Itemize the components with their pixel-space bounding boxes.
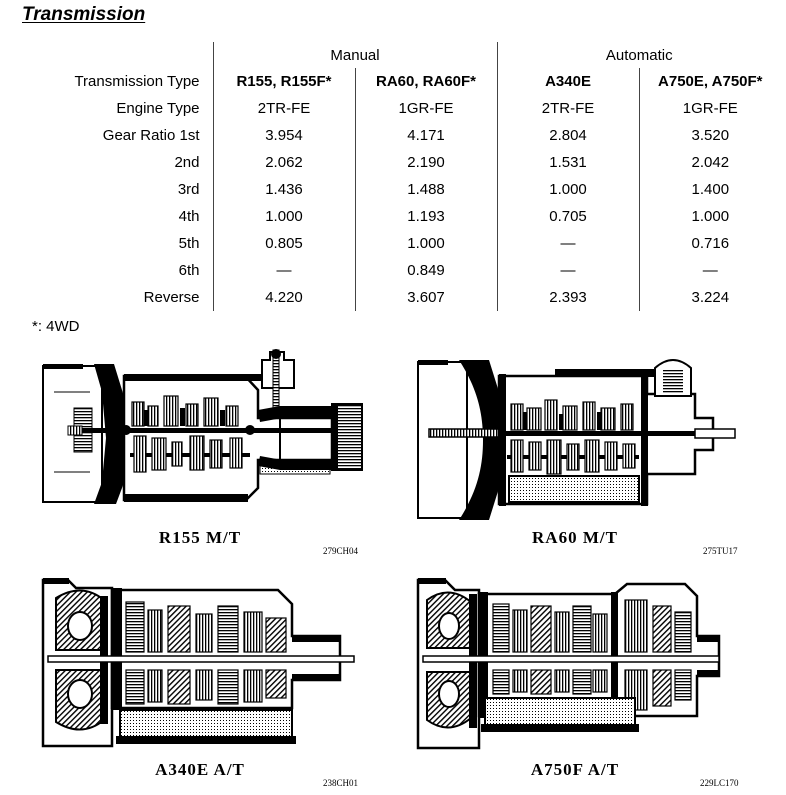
table-row: [0, 176, 781, 203]
figure-code: 275TU17: [703, 546, 738, 556]
group-manual: Manual: [213, 42, 497, 68]
row-label: 3rd: [177, 181, 200, 198]
value-cell: 3.607: [355, 284, 497, 311]
column-header: A750E, A750F*: [639, 68, 781, 95]
header-row: [0, 68, 781, 95]
figure-caption: RA60 M/T: [532, 528, 618, 547]
shift-tower: [655, 360, 691, 396]
value-cell: 2.393: [497, 284, 639, 311]
value-cell: 2.190: [355, 149, 497, 176]
value-cell: 2.804: [497, 122, 639, 149]
table-row: [0, 230, 781, 257]
oil-pan: [509, 476, 639, 502]
table-row: [0, 203, 781, 230]
page-title: Transmission: [22, 4, 146, 25]
table-row: [0, 149, 781, 176]
figure-caption: A340E A/T: [155, 760, 245, 779]
value-cell: —: [213, 257, 355, 284]
bell-housing: [43, 364, 128, 504]
value-cell: —: [497, 230, 639, 257]
value-cell: 2.042: [639, 149, 781, 176]
row-label: 2nd: [174, 154, 200, 171]
value-cell: 1.400: [639, 176, 781, 203]
input-shaft: [429, 429, 507, 437]
row-label: Reverse: [143, 289, 200, 306]
figure-caption: A750F A/T: [530, 760, 620, 779]
value-cell: 0.705: [497, 203, 639, 230]
spec-table: [0, 42, 781, 311]
value-cell: 0.849: [355, 257, 497, 284]
value-cell: 1.000: [497, 176, 639, 203]
main-shaft: [503, 431, 715, 436]
figure-caption: R155 M/T: [158, 528, 242, 547]
row-label: Transmission Type: [74, 73, 200, 90]
value-cell: 1.488: [355, 176, 497, 203]
value-cell: 3.224: [639, 284, 781, 311]
group-automatic: Automatic: [497, 42, 781, 68]
bell-housing: [418, 360, 499, 520]
corner-cell: [0, 42, 213, 68]
value-cell: 1.000: [213, 203, 355, 230]
value-cell: 1GR-FE: [639, 95, 781, 122]
group-header-row: [0, 42, 781, 68]
value-cell: 3.520: [639, 122, 781, 149]
output-shaft: [48, 656, 354, 662]
valve-body: [116, 710, 296, 744]
r155-diagram: [40, 348, 370, 528]
value-cell: 2TR-FE: [497, 95, 639, 122]
row-label: Gear Ratio 1st: [102, 127, 200, 144]
value-cell: 0.805: [213, 230, 355, 257]
value-cell: 4.171: [355, 122, 497, 149]
table-row: [0, 95, 781, 122]
value-cell: 1.000: [639, 203, 781, 230]
output-flange: [332, 404, 362, 470]
output-shaft: [695, 429, 735, 438]
value-cell: 1.436: [213, 176, 355, 203]
column-header: R155, R155F*: [213, 68, 355, 95]
table-row: [0, 284, 781, 311]
value-cell: 1GR-FE: [355, 95, 497, 122]
value-cell: 0.716: [639, 230, 781, 257]
output-shaft: [423, 656, 719, 662]
ra60-diagram: [415, 352, 740, 528]
row-label: Engine Type: [116, 100, 200, 117]
figure-code: 229LC170: [700, 778, 739, 788]
row-label: 6th: [178, 262, 200, 279]
value-cell: —: [497, 257, 639, 284]
table-row: [0, 122, 781, 149]
figure-code: 238CH01: [323, 778, 359, 788]
value-cell: —: [639, 257, 781, 284]
figure-code: 279CH04: [323, 546, 359, 556]
value-cell: 1.000: [355, 230, 497, 257]
column-header: A340E: [497, 68, 639, 95]
value-cell: 2.062: [213, 149, 355, 176]
row-label: 4th: [178, 208, 200, 225]
table-row: [0, 257, 781, 284]
row-label: 5th: [178, 235, 200, 252]
value-cell: 1.531: [497, 149, 639, 176]
value-cell: 1.193: [355, 203, 497, 230]
footnote: *: 4WD: [32, 318, 80, 335]
valve-body: [481, 698, 639, 732]
a340e-diagram: [40, 576, 362, 756]
a750f-diagram: [415, 576, 725, 756]
column-header: RA60, RA60F*: [355, 68, 497, 95]
value-cell: 2TR-FE: [213, 95, 355, 122]
value-cell: 3.954: [213, 122, 355, 149]
value-cell: 4.220: [213, 284, 355, 311]
